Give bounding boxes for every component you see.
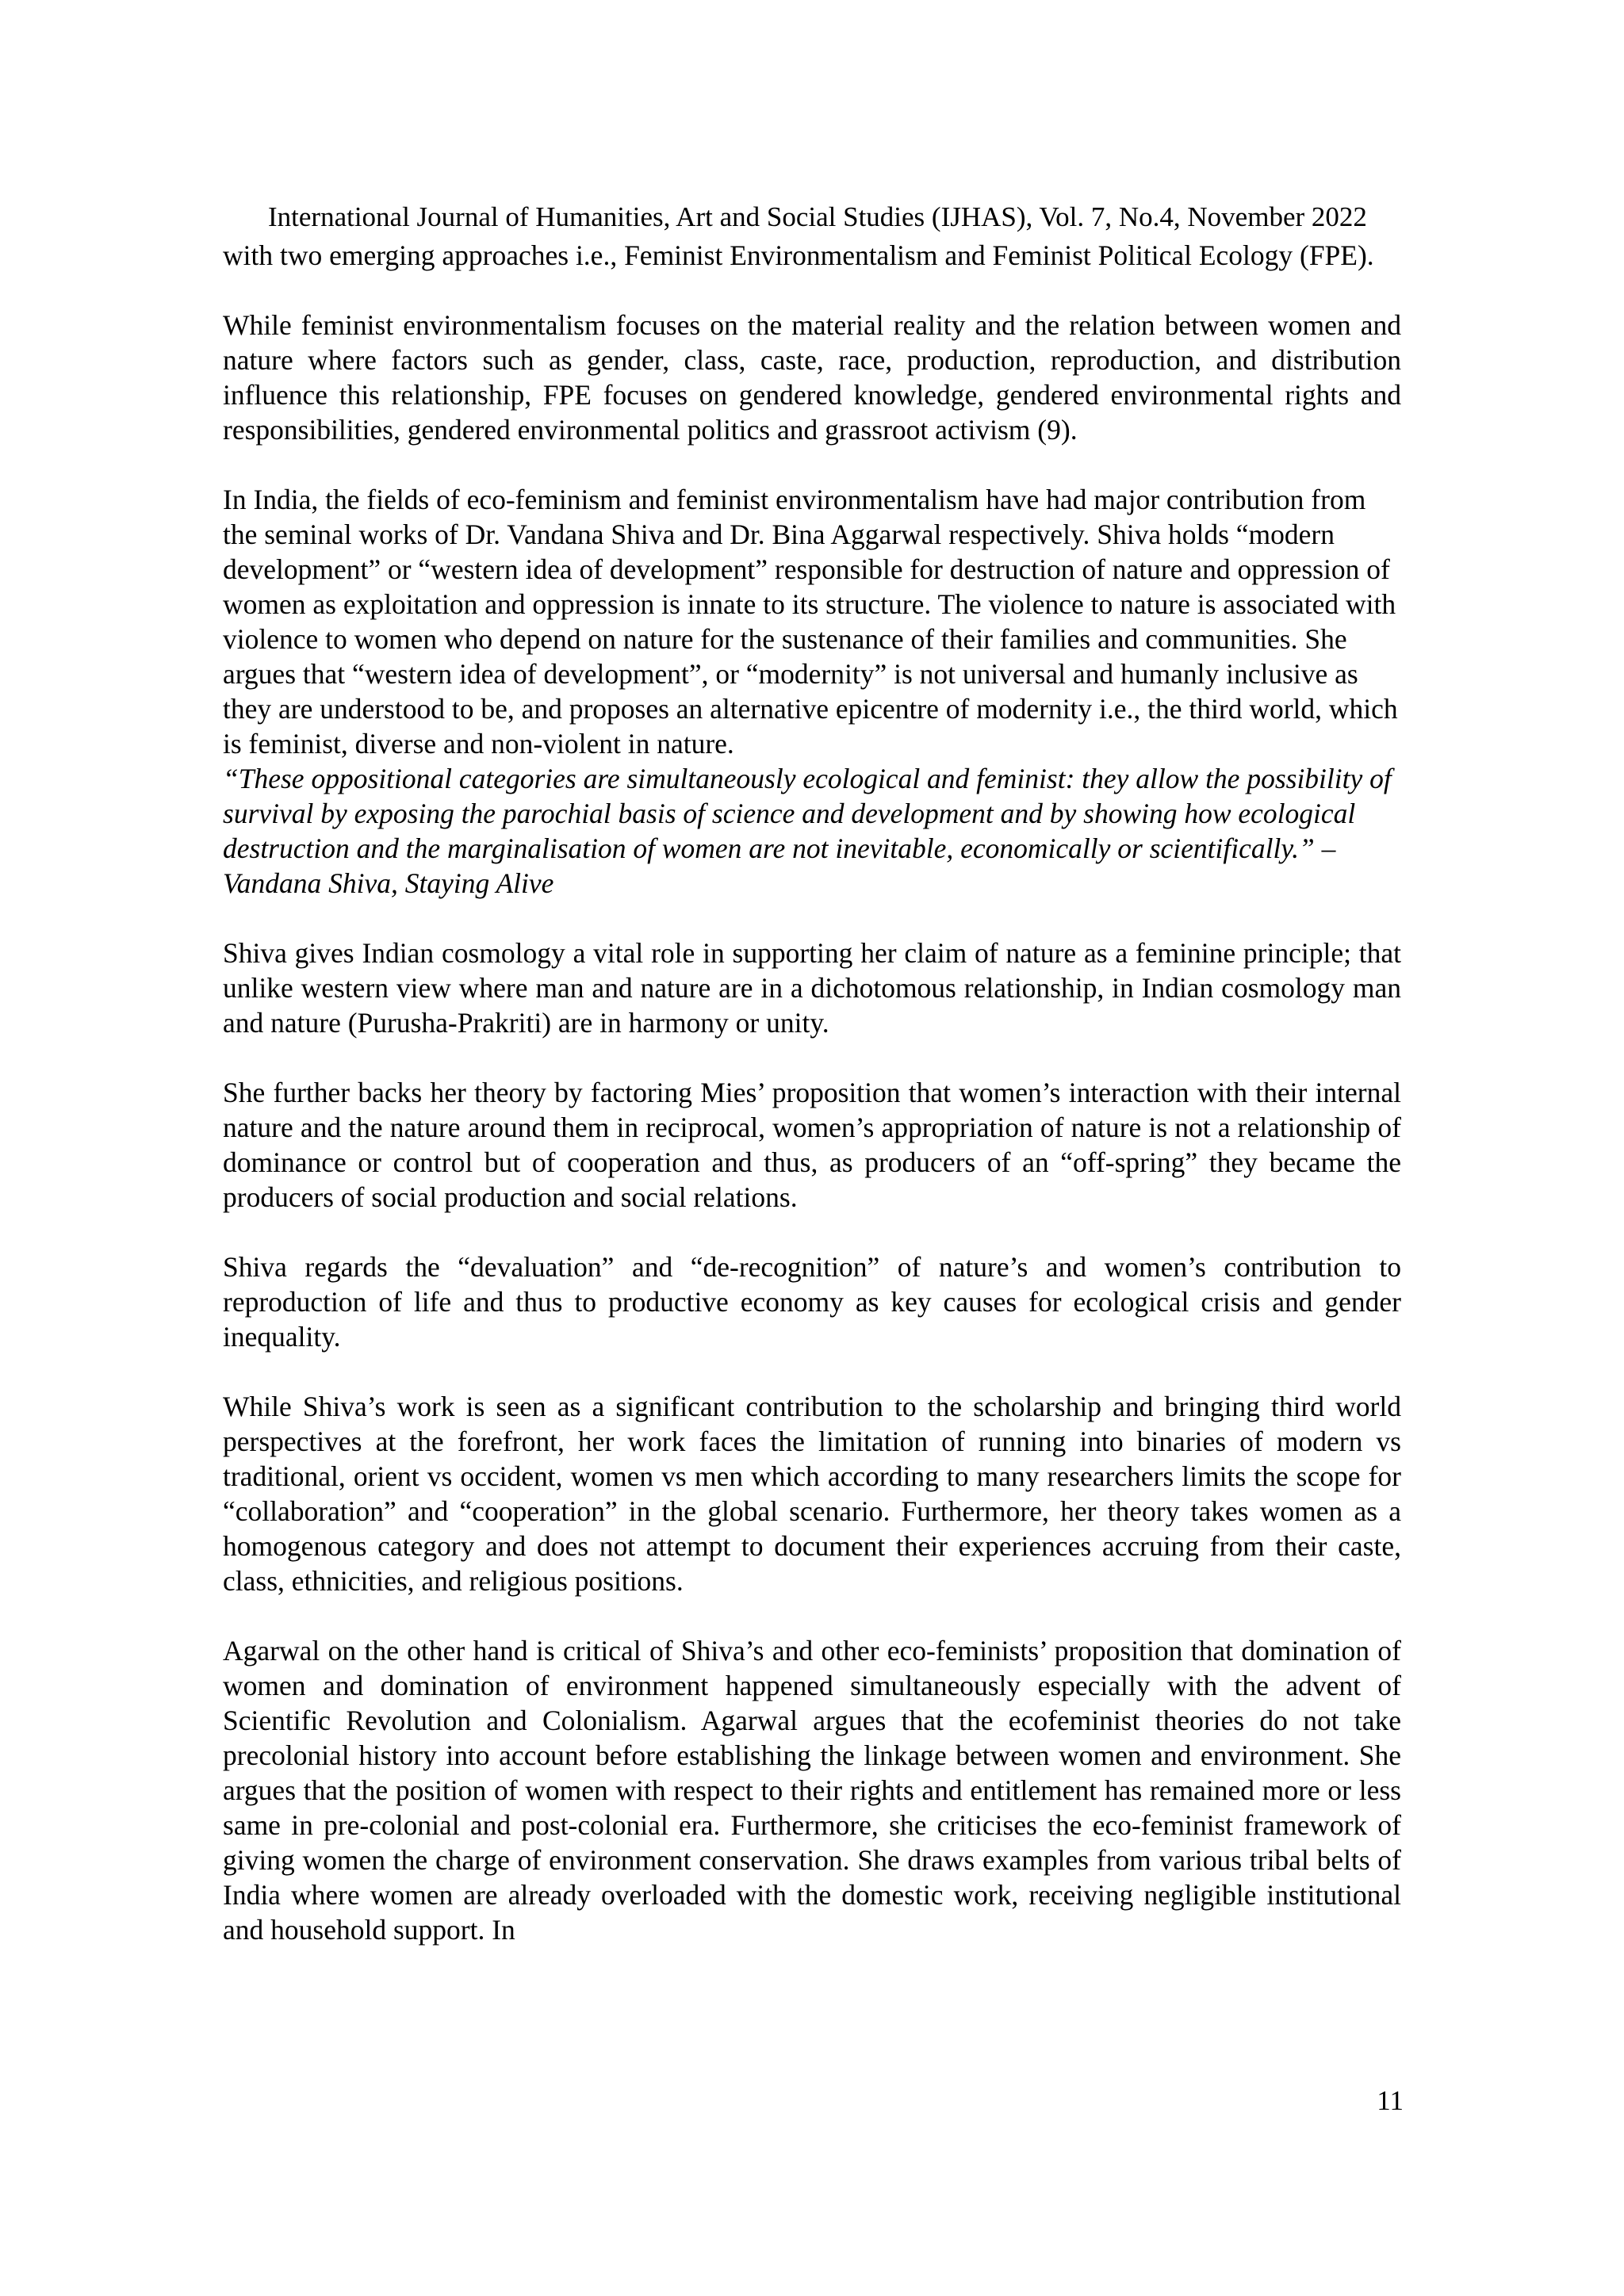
block-quote-shiva: “These oppositional categories are simultaneously ecological and feminist: they allow the possibility of survival by exposing the parochial basis of science and development and by showing how ecological destruction and the marginalisation of women are not inevitable, economically or scientifically.” – Vandana Shiva, Staying Alive	[223, 763, 1392, 899]
running-header: International Journal of Humanities, Art and Social Studies (IJHAS), Vol. 7, No.4, November 2022	[268, 201, 1367, 232]
paragraph-india-eco-feminism: In India, the fields of eco-feminism and feminist environmentalism have had major contribution from the seminal works of Dr. Vandana Shiva and Dr. Bina Aggarwal respectively. Shiva holds “modern development” or “western idea of development” responsible for destruction of nature and oppression of women as exploitation and oppression is innate to its structure. The violence to nature is associated with violence to women who depend on nature for the sustenance of their families and communities. She argues that “western idea of development”, or “modernity” is not universal and humanly inclusive as they are understood to be, and proposes an alternative epicentre of modernity i.e., the third world, which is feminist, diverse and non-violent in nature.	[223, 484, 1398, 760]
paragraph-approaches: with two emerging approaches i.e., Feminist Environmentalism and Feminist Political Ecology (FPE).	[223, 239, 1374, 271]
paragraph-feminist-environmentalism: While feminist environmentalism focuses on the material reality and the relation between women and nature where factors such as gender, class, caste, race, production, reproduction, and distribution influence this relationship, FPE focuses on gendered knowledge, gendered environmental rights and responsibilities, gendered environmental politics and grassroot activism (9).	[223, 309, 1401, 446]
paragraph-limitations: While Shiva’s work is seen as a significant contribution to the scholarship and bringing third world perspectives at the forefront, her work faces the limitation of running into binaries of modern vs traditional, orient vs occident, women vs men which according to many researchers limits the scope for “collaboration” and “cooperation” in the global scenario. Furthermore, her theory takes women as a homogenous category and does not attempt to document their experiences accruing from their caste, class, ethnicities, and religious positions.	[223, 1391, 1401, 1597]
paragraph-devaluation: Shiva regards the “devaluation” and “de-recognition” of nature’s and women’s contribution to reproduction of life and thus to productive economy as key causes for ecological crisis and gender inequality.	[223, 1251, 1401, 1353]
paragraph-agarwal-critique: Agarwal on the other hand is critical of Shiva’s and other eco-feminists’ proposition that domination of women and domination of environment happened simultaneously especially with the advent of Scientific Revolution and Colonialism. Agarwal argues that the ecofeminist theories do not take precolonial history into account before establishing the linkage between women and environment. She argues that the position of women with respect to their rights and entitlement has remained more or less same in pre-colonial and post-colonial era. Furthermore, she criticises the eco-feminist framework of giving women the charge of environment conservation. She draws examples from various tribal belts of India where women are already overloaded with the domestic work, receiving negligible institutional and household support. In	[223, 1635, 1401, 1946]
paragraph-mies-proposition: She further backs her theory by factoring Mies’ proposition that women’s interaction with their internal nature and the nature around them in reciprocal, women’s appropriation of nature is not a relationship of dominance or control but of cooperation and thus, as producers of an “off-spring” they became the producers of social production and social relations.	[223, 1077, 1401, 1213]
body-text	[223, 238, 1401, 1982]
paragraph-indian-cosmology: Shiva gives Indian cosmology a vital role in supporting her claim of nature as a feminine principle; that unlike western view where man and nature are in a dichotomous relationship, in Indian cosmology man and nature (Purusha-Prakriti) are in harmony or unity.	[223, 937, 1401, 1039]
page-number: 11	[1377, 2085, 1404, 2116]
